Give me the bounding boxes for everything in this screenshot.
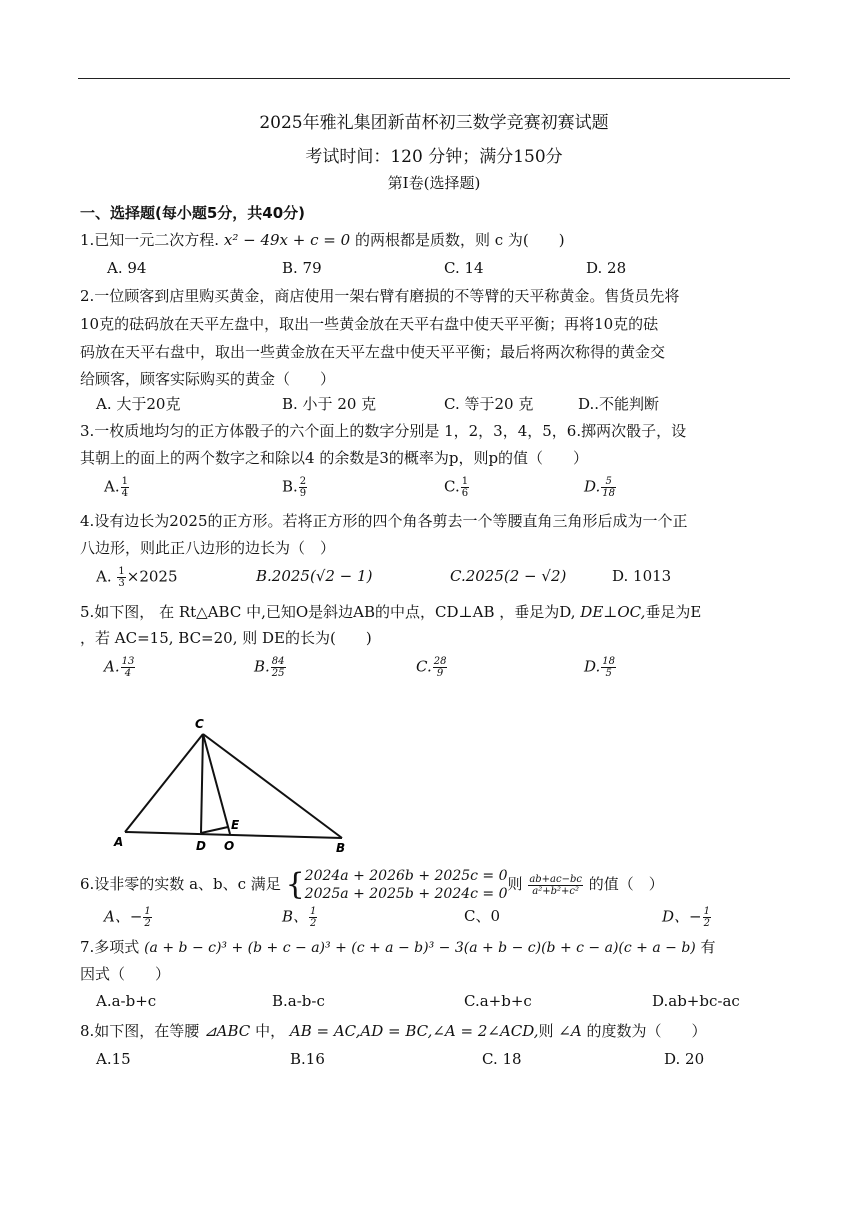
q1-option-d[interactable]: D. 28 <box>586 259 627 277</box>
section-heading: 一、选择题(每小题5分，共40分) <box>80 204 306 222</box>
q7-expression: (a + b − c)³ + (b + c − a)³ + (c + a − b)³ − 3(a + b − c)(b + c − a)(c + a − b) <box>144 940 696 956</box>
q5-option-b[interactable]: B. $\frac{84}{25}$ <box>254 656 285 679</box>
q2-line-3: 码放在天平右盘中，取出一些黄金放在天平左盘中使天平平衡；最后将两次称得的黄金交 <box>80 343 666 361</box>
q5-line-1: 5.如下图， 在 Rt△ABC 中,已知O是斜边AB的中点，CD⊥AB ，垂足为D, DE⊥OC,垂足为E <box>80 603 702 621</box>
q7-line-2: 因式（ ） <box>80 965 171 983</box>
q5-line-2: ，若 AC=15, BC=20, 则 DE的长为( ) <box>80 629 372 647</box>
q6-eq2: 2025a + 2025b + 2024c = 0 <box>304 886 508 902</box>
q1-option-a[interactable]: A. 94 <box>107 259 147 277</box>
q2-line-2: 10克的砝码放在天平左盘中，取出一些黄金放在天平右盘中使天平平衡；再将10克的砝 <box>80 315 659 333</box>
q4-option-d[interactable]: D. 1013 <box>612 567 672 585</box>
label-a: A <box>114 835 124 849</box>
segment-cb <box>203 734 342 838</box>
segment-cd <box>201 734 203 833</box>
q8-option-a[interactable]: A.15 <box>96 1050 131 1068</box>
q7-option-c[interactable]: C.a+b+c <box>464 992 532 1010</box>
q2-option-b[interactable]: B. 小于 20 克 <box>282 395 377 413</box>
segment-de <box>201 827 228 833</box>
q4-option-a[interactable]: A. $\frac{1}{3}$ ×2025 <box>96 566 178 589</box>
q1-option-b[interactable]: B. 79 <box>282 259 322 277</box>
q4-line-2: 八边形，则此正八边形的边长为（ ） <box>80 539 336 557</box>
q3-option-a[interactable]: A. $\frac{1}{4}$ <box>104 476 128 499</box>
q1-option-c[interactable]: C. 14 <box>444 259 484 277</box>
label-d: D <box>196 839 206 853</box>
part-title: 第Ⅰ卷(选择题) <box>387 174 481 192</box>
q6-option-c[interactable]: C、0 <box>464 907 501 925</box>
q6-eq1: 2024a + 2026b + 2025c = 0 <box>304 868 508 884</box>
segment-ab <box>125 832 342 838</box>
q6-option-b[interactable]: B、 $\frac{1}{2}$ <box>282 906 317 929</box>
q7-option-a[interactable]: A.a-b+c <box>96 992 157 1010</box>
q6-option-d[interactable]: D、− $\frac{1}{2}$ <box>662 906 710 929</box>
q2-option-c[interactable]: C. 等于20 克 <box>444 395 534 413</box>
label-e: E <box>231 818 240 832</box>
exam-info: 考试时间：120 分钟；满分150分 <box>305 147 563 167</box>
q3-line-2: 其朝上的面上的两个数字之和除以4 的余数是3的概率为p，则p的值（ ） <box>80 449 589 467</box>
q3-option-b[interactable]: B. $\frac{2}{9}$ <box>282 476 307 499</box>
q3-option-d[interactable]: D. $\frac{5}{18}$ <box>584 476 615 499</box>
triangle-figure <box>110 715 360 855</box>
label-b: B <box>336 841 346 855</box>
q2-line-1: 2.一位顾客到店里购买黄金，商店使用一架右臂有磨损的不等臂的天平称黄金。售货员先将 <box>80 287 680 305</box>
q8-option-d[interactable]: D. 20 <box>664 1050 705 1068</box>
q4-option-c[interactable]: C.2025(2 − √2) <box>450 567 567 585</box>
label-o: O <box>224 839 235 853</box>
q2-option-d[interactable]: D..不能判断 <box>578 395 660 413</box>
segment-co <box>203 734 230 834</box>
q4-line-1: 4.设有边长为2025的正方形。若将正方形的四个角各剪去一个等腰直角三角形后成为一个正 <box>80 512 688 530</box>
q5-option-c[interactable]: C. $\frac{28}{9}$ <box>416 656 447 679</box>
q5-option-a[interactable]: A. $\frac{13}{4}$ <box>104 656 135 679</box>
q7-line-1: 7.多项式 (a + b − c)³ + (b + c − a)³ + (c + a − b)³ − 3(a + b − c)(b + c − a)(c + a − b) 有 <box>80 938 716 956</box>
q1-stem: 1.已知一元二次方程. x² − 49x + c = 0 的两根都是质数，则 c 为( ) <box>80 231 565 249</box>
q3-option-c[interactable]: C. $\frac{1}{6}$ <box>444 476 469 499</box>
q2-option-a[interactable]: A. 大于20克 <box>96 395 181 413</box>
label-c: C <box>195 717 204 731</box>
q8-option-b[interactable]: B.16 <box>290 1050 325 1068</box>
q2-line-4: 给顾客，顾客实际购买的黄金（ ） <box>80 370 336 388</box>
q6-stem: 6.设非零的实数 a、b、c 满足 { 2024a + 2026b + 2025c = 0 2025a + 2025b + 2024c = 0 则 $\frac{ab+ac-bc}{\text{a²+b²+c²}}$ 的值（ ） <box>80 867 664 902</box>
q8-stem: 8.如下图，在等腰 ⊿ABC 中， AB = AC,AD = BC,∠A = 2∠ACD,则 ∠A 的度数为（ ） <box>80 1022 707 1040</box>
segment-ac <box>125 734 203 832</box>
top-rule <box>78 78 790 79</box>
q4-option-b[interactable]: B.2025(√2 − 1) <box>256 567 373 585</box>
exam-title: 2025年雅礼集团新苗杯初三数学竞赛初赛试题 <box>259 113 609 133</box>
q3-line-1: 3.一枚质地均匀的正方体骰子的六个面上的数字分别是 1，2，3，4，5，6.掷两次骰子，设 <box>80 422 687 440</box>
q8-option-c[interactable]: C. 18 <box>482 1050 522 1068</box>
q7-option-d[interactable]: D.ab+bc-ac <box>652 992 740 1010</box>
q6-option-a[interactable]: A、− $\frac{1}{2}$ <box>104 906 151 929</box>
q5-option-d[interactable]: D. $\frac{18}{5}$ <box>584 656 615 679</box>
q7-option-b[interactable]: B.a-b-c <box>272 992 325 1010</box>
q1-equation: x² − 49x + c = 0 <box>223 231 351 249</box>
